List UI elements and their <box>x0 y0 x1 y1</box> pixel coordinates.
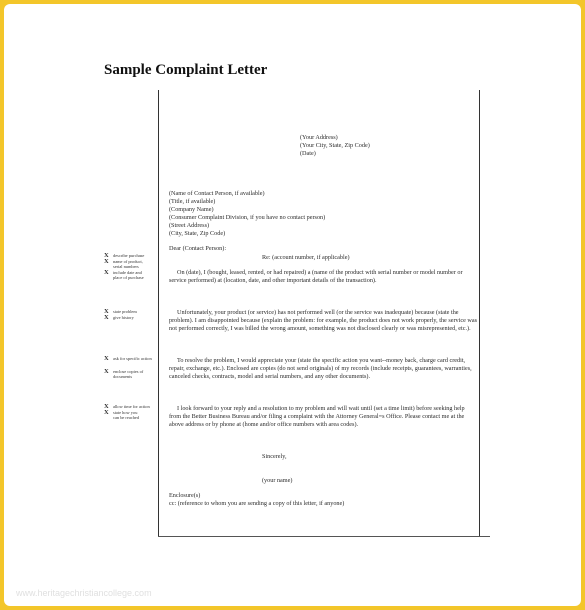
body-paragraph: On (date), I (bought, leased, rented, or had repaired) a (name of the product with serial number or model number or service performed) at (location, date, and other important details of the transaction). <box>169 269 463 284</box>
margin-note: X state problem <box>104 308 137 315</box>
x-mark-icon: X <box>104 252 109 259</box>
margin-note-cont: serial numbers <box>113 264 139 270</box>
margin-note-cont: documents <box>113 374 133 380</box>
margin-notes-group <box>104 253 144 281</box>
x-mark-icon: X <box>104 403 109 410</box>
re-line: Re: (account number, if applicable) <box>262 254 350 261</box>
margin-note: X include date and <box>104 268 142 276</box>
margin-note: X give history <box>104 313 134 321</box>
recipient-line: (City, State, Zip Code) <box>169 230 226 237</box>
margin-notes-group <box>104 356 152 380</box>
margin-note: X allow time for action <box>104 403 150 410</box>
margin-note: X enclose copies of <box>104 367 144 375</box>
recipient-line: (Company Name) <box>169 206 214 213</box>
body-paragraph: To resolve the problem, I would appreciate your (state the specific action you want--money back, charge card credit, repair, exchange, etc.). Enclosed are copies (do not send originals) of my records (include receipts, guarantees, warranties, canceled checks, contracts, model and serial numbers, and any other documents). <box>169 357 472 380</box>
x-mark-icon: X <box>104 313 109 321</box>
letter-bottom-rule <box>158 536 490 537</box>
x-mark-icon: X <box>104 268 109 276</box>
margin-note: X state how you <box>104 408 138 416</box>
recipient-line: (Name of Contact Person, if available) <box>169 190 265 197</box>
x-mark-icon: X <box>104 257 109 265</box>
margin-note: X name of product, <box>104 257 143 265</box>
recipient-line: (Title, if available) <box>169 198 216 205</box>
x-mark-icon: X <box>104 408 109 416</box>
body-paragraph: Unfortunately, your product (or service) has not performed well (or the service was inadequate) because (state the problem). I am disappointed because (explain the problem: for example, the product does not work properly, the service was not performed correctly, I was billed the wrong amount, something was not disclosed clearly or was misrepresented, etc.). <box>169 309 478 332</box>
sender-address: (Your Address) <box>300 134 338 141</box>
enclosures: Enclosure(s) <box>169 492 201 499</box>
watermark-text: www.heritagechristiancollege.com <box>16 588 152 598</box>
recipient-line: (Consumer Complaint Division, if you have no contact person) <box>169 214 326 221</box>
x-mark-icon: X <box>104 355 109 362</box>
margin-notes-group <box>104 404 150 421</box>
x-mark-icon: X <box>104 308 109 315</box>
sender-date: (Date) <box>300 150 316 157</box>
recipient-line: (Street Address) <box>169 222 210 229</box>
body-paragraph: I look forward to your reply and a resolution to my problem and will wait until (set a time limit) before seeking help from the Better Business Bureau and/or filing a complaint with the Attorney General=s Office. Please contact me at the above address or by phone at (home and/or office numbers with area codes). <box>169 405 465 428</box>
margin-note: X describe purchase <box>104 252 145 259</box>
cc-line: cc: (reference to whom you are sending a copy of this letter, if anyone) <box>169 500 345 507</box>
margin-note-cont: can be reached <box>113 415 140 421</box>
page-title: Sample Complaint Letter <box>104 62 268 78</box>
sender-city: (Your City, State, Zip Code) <box>300 142 370 149</box>
closing: Sincerely, <box>262 453 287 460</box>
salutation: Dear (Contact Person): <box>169 245 227 252</box>
margin-note-cont: place of purchase <box>113 275 144 281</box>
signature: (your name) <box>262 477 293 484</box>
x-mark-icon: X <box>104 367 109 375</box>
margin-note: X ask for specific action <box>104 355 152 362</box>
margin-notes-group <box>104 309 137 320</box>
